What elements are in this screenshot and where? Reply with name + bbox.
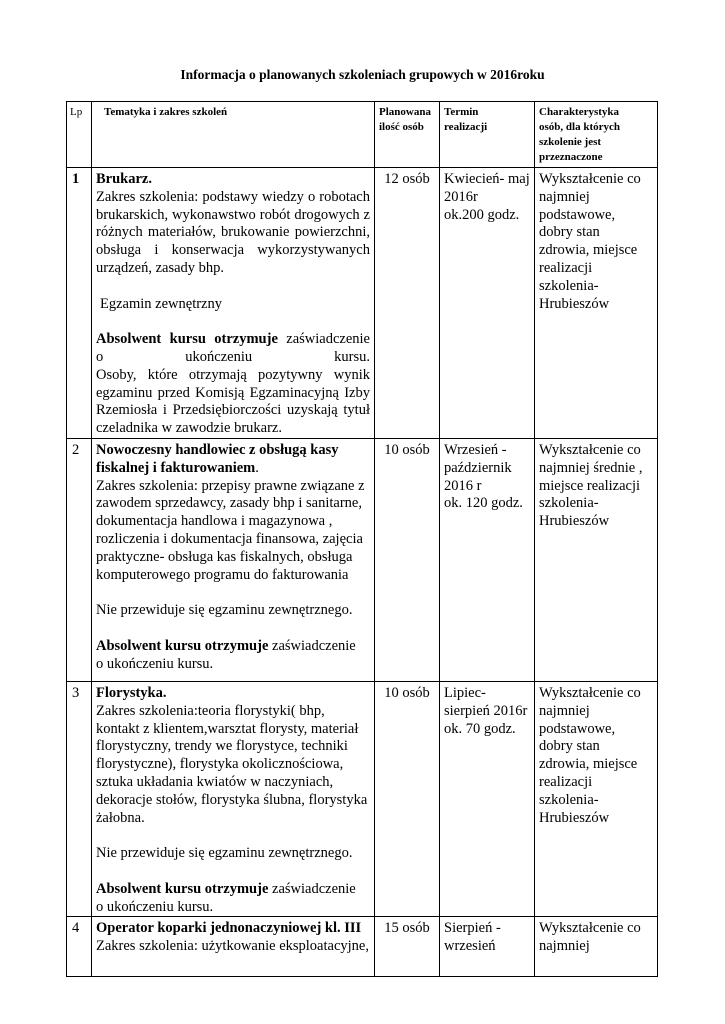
exam-info: Nie przewiduje się egzaminu zewnętrznego.	[96, 845, 353, 862]
characteristics-cell: Wykształcenie co najmniej	[535, 917, 658, 977]
table-row	[67, 917, 658, 977]
course-name: Brukarz.	[96, 171, 152, 187]
row-number: 1	[72, 171, 80, 187]
course-scope: Zakres szkolenia: użytkowanie eksploatacyjne,	[96, 938, 369, 955]
term-cell: Lipiec- sierpień 2016r ok. 70 godz.	[440, 681, 535, 916]
row-number: 4	[72, 920, 80, 937]
term-cell: Wrzesień - październik 2016 r ok. 120 godz.	[440, 438, 535, 681]
header-count: Planowana ilość osób	[375, 102, 440, 168]
header-term: Termin realizacji	[440, 102, 535, 168]
topic-cell	[92, 168, 375, 439]
topic-cell: Florystyka. Zakres szkolenia:teoria florystyki( bhp, kontakt z klientem,warsztat florysty, materiał florystyczny, trendy we florystyce, techniki florystyczne), florystyka okolicznościowa, sztuka układania kwiatów w naczyniach, dekoracje stołów, florystyka ślubna, florystyka żałobna. Nie przewiduje się egzaminu zewnętrznego. Absolwent kursu otrzymuje zaświadczenie o ukończeniu kursu.	[92, 681, 375, 916]
graduate-info: Absolwent kursu otrzymuje zaświadczenie	[96, 880, 356, 897]
table-row	[67, 438, 658, 681]
graduate-info-cont: o ukończeniu kursu.	[96, 348, 370, 365]
characteristics-cell: Wykształcenie co najmniej podstawowe, dobry stan zdrowia, miejsce realizacji szkolenia- Hrubieszów	[535, 681, 658, 916]
table-row	[67, 168, 658, 439]
exam-info: Nie przewiduje się egzaminu zewnętrznego.	[96, 602, 353, 619]
page-title: Informacja o planowanych szkoleniach grupowych w 2016roku	[180, 67, 545, 82]
planned-count: 15 osób	[384, 920, 430, 937]
course-name: Nowoczesny handlowiec z obsługą kasy	[96, 441, 339, 458]
planned-count: 10 osób	[384, 684, 430, 701]
planned-count: 10 osób	[384, 441, 430, 458]
topic-cell: Nowoczesny handlowiec z obsługą kasy fiskalnej i fakturowaniem. Zakres szkolenia: przepisy prawne związane z zawodem sprzedawcy, zasady bhp i sanitarne, dokumentacja handlowa i magazynowa , rozliczenia i dokumentacja finansowa, zajęcia praktyczne- obsługa kas fiskalnych, obsługa komputerowego programu do fakturowania Nie przewiduje się egzaminu zewnętrznego. Absolwent kursu otrzymuje zaświadczenie o ukończeniu kursu.	[92, 438, 375, 681]
course-scope: Zakres szkolenia:teoria florystyki( bhp, kontakt z klientem,warsztat florysty, materiał florystyczny, trendy we florystyce, techniki florystyczne), florystyka okolicznościowa, sztuka układania kwiatów w naczyniach, dekoracje stołów, florystyka ślubna, florystyka żałobna.	[96, 702, 368, 826]
header-lp: Lp	[67, 102, 92, 168]
graduate-info: Absolwent kursu otrzymuje zaświadczenie	[96, 637, 356, 654]
planned-count: 12 osób	[384, 171, 430, 187]
characteristics-cell: Wykształcenie co najmniej średnie , miejsce realizacji szkolenia- Hrubieszów	[535, 438, 658, 681]
course-name: Florystyka.	[96, 684, 167, 701]
topic-cell	[92, 917, 375, 977]
course-name: Operator koparki jednonaczyniowej kl. III	[96, 920, 362, 937]
row-number: 2	[72, 441, 80, 458]
term-cell: Sierpień - wrzesień	[440, 917, 535, 977]
graduate-info: Absolwent kursu otrzymuje zaświadczenie	[96, 331, 370, 348]
term-cell: Kwiecień- maj 2016r ok.200 godz.	[440, 168, 535, 439]
row-number: 3	[72, 684, 80, 701]
characteristics-cell: Wykształcenie co najmniej podstawowe, dobry stan zdrowia, miejsce realizacji szkolenia- Hrubieszów	[535, 168, 658, 439]
exam-info: Egzamin zewnętrzny	[100, 295, 222, 312]
header-topic: Tematyka i zakres szkoleń	[92, 102, 375, 168]
extra-info: Osoby, które otrzymają pozytywny wynik egzaminu przed Komisją Egzaminacyjną Izby Rzemiosła i Przedsiębiorczości uzyskają tytuł czeladnika w zawodzie brukarz.	[96, 366, 370, 437]
course-scope: Zakres szkolenia: podstawy wiedzy o robotach brukarskich, wykonawstwo robót drogowych z różnych materiałów, brukowanie powierzchni, obsługa i konserwacja wykorzystywanych urządzeń, zasady bhp.	[96, 188, 370, 276]
table-header-row	[67, 102, 658, 168]
header-characteristics: Charakterystyka osób, dla których szkolenie jest przeznaczone	[535, 102, 658, 168]
training-table	[66, 101, 658, 977]
course-scope: Zakres szkolenia: przepisy prawne związane z zawodem sprzedawcy, zasady bhp i sanitarne, dokumentacja handlowa i magazynowa , rozliczenia i dokumentacja finansowa, zajęcia praktyczne- obsługa kas fiskalnych, obsługa komputerowego programu do fakturowania	[96, 477, 365, 583]
table-row	[67, 681, 658, 916]
